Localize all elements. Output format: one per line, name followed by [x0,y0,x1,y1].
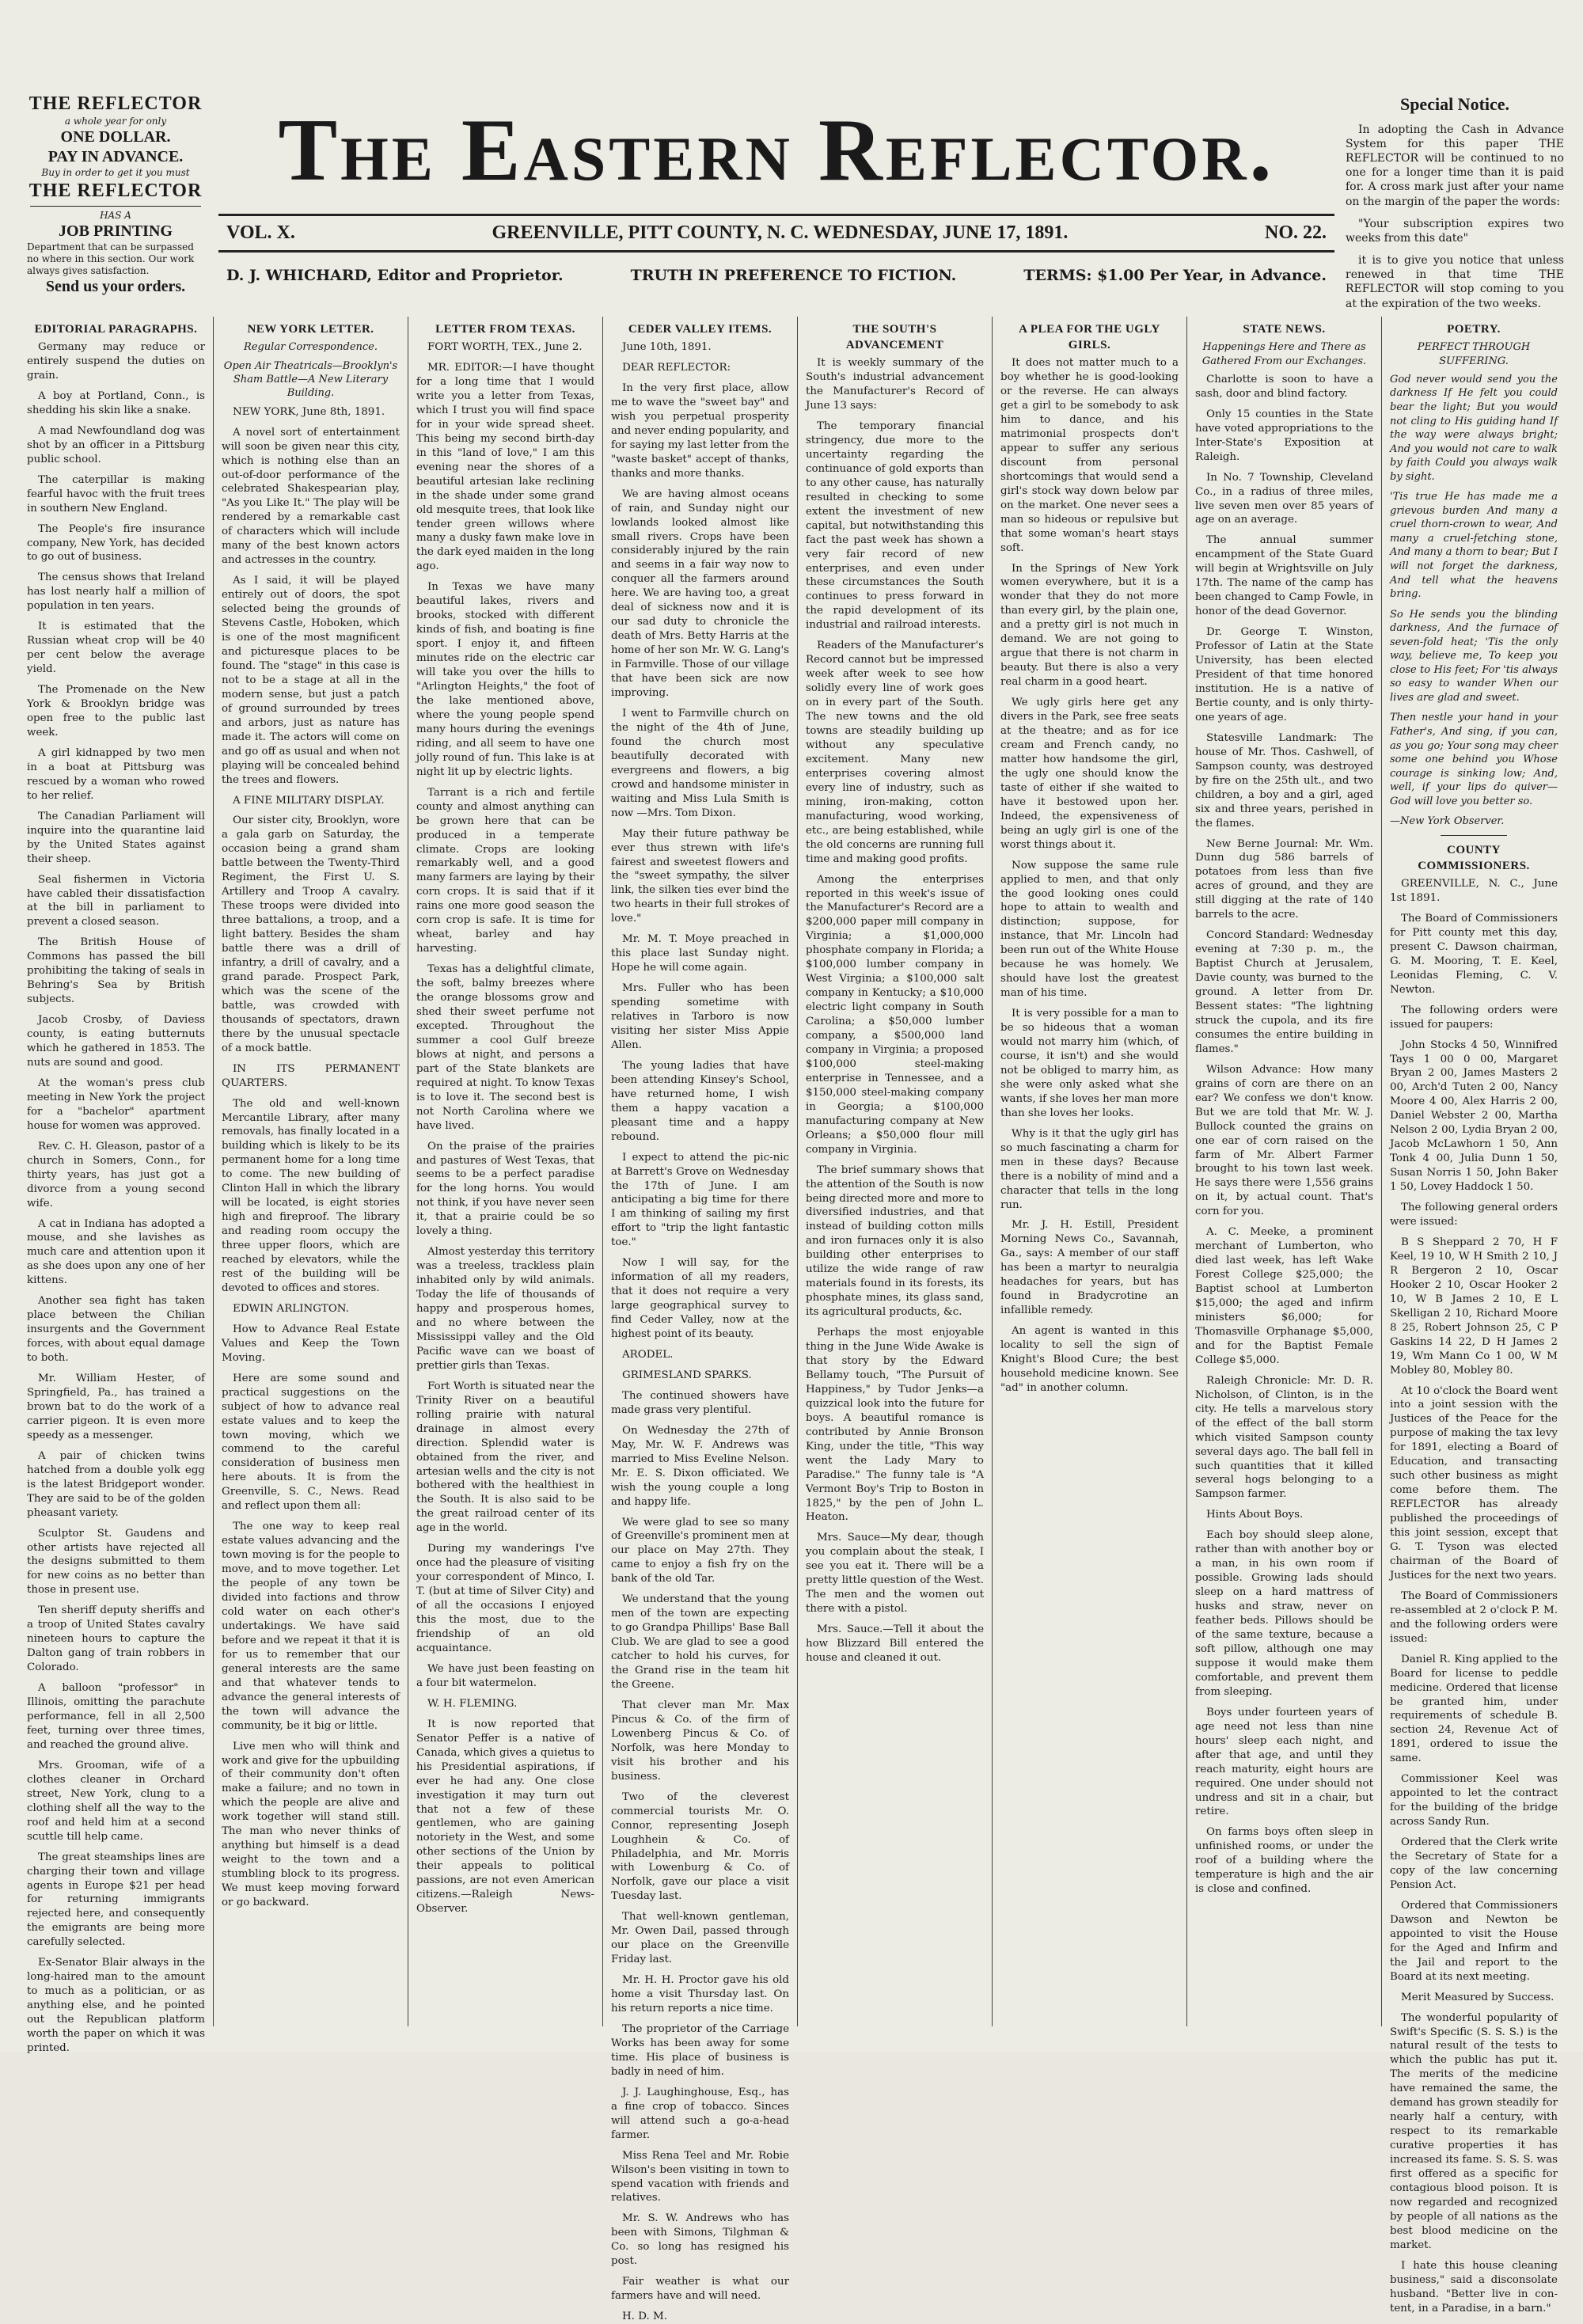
article-paragraph: The Canadian Parliament will inquire into the quarantine laid by the United States against their sheep. [27,810,205,865]
special-notice-heading: Special Notice. [1399,94,1510,114]
article-paragraph: It does not matter much to a boy whether he is good-looking or the reverse. He can always get a girl to be somebody to ask him to dance, and his matrimonial prospects don't appear to suffer any serious discount from personal shortcomings that would send a girl's stock way down below par on the market. One never sees a man so hideous or repulsive but that some woman's heart stays soft. [1000,357,1179,554]
article-paragraph: Mrs. Sauce—My dear, though you complain about the steak, I see you eat it. There will be a pretty little question of the West. The men and the women out there with a pistol. [806,1532,984,1616]
article-paragraph: Perhaps the most enjoyable thing in the June Wide Awake is that story by the Edward Bellamy touch, "The Pursuit of Happiness," by Tudor Jenks—a quizzical look into the future for boys. A beautiful romance is contributed by Annie Bronson King, under the title, "This way went the Lady Mary to Paradise." The funny tale is "A Vermont Boy's Trip to Boston in 1825," by the pen of John L. Heaton. [806,1327,984,1524]
article-paragraph: The young ladies that have been attending Kinsey's School, have returned home, I wish them a happy vacation a pleasant time and a happy rebound. [611,1059,789,1143]
article-paragraph: It is estimated that the Russian wheat crop will be 40 per cent below the average yield. [27,621,205,676]
column-subheading: Open Air Theatricals—Brooklyn's Sham Battle—A New Literary Building. [223,359,398,400]
article-paragraph: The wonderful popularity of Swift's Specific (S. S. S.) is the natural result of the tests to which the public has put it. The merits of the medicine have remained the same, the demand has grown steadily for nearly half a century, with respect to its remarkable curative properties it has increased its fame. S. S. S. was first offered as a specific for contagious blood poison. It is now regarded and recognized by people of all nations as the best blood medicine on the market. [1390,2011,1558,2251]
place-date: GREENVILLE, PITT COUNTY, N. C. WEDNESDAY, JUNE 17, 1891. [492,222,1069,243]
terms-value: $1.00 Per Year, in Advance. [1097,267,1327,284]
article-paragraph: Commissioner Keel was appointed to let the contract for the building of the bridge across Sandy Run. [1390,1773,1558,1828]
article-paragraph: We were glad to see so many of Greenville's prominent men at our place on May 27th. They came to enjoy a fish fry on the bank of the old Tar. [611,1516,789,1585]
ad-line: Buy in order to get it you must [41,167,190,178]
article-paragraph: I hate this house cleaning business," said a disconsolate husband. "Better live in con-tent, in a Paradise, in a barn." [1390,2259,1558,2315]
notice-paragraph: In adopting the Cash in Advance System for this paper THE REFLECTOR will be continued to no one for a longer time than it is paid for. A cross mark just after your name on the margin of the paper the words: [1346,123,1564,208]
article-paragraph: A cat in Indiana has adopted a mouse, and she lavishes as much care and attention upon it as she does upon any one of her kittens. [27,1217,205,1287]
article-paragraph: Mr. H. H. Proctor gave his old home a visit Thursday last. On his return reports a nice time. [611,1974,789,2015]
article-paragraph: Wilson Advance: How many grains of corn are there on an ear? We confess we don't know. But we are told that Mr. W. J. Bullock counted the grains on one ear of corn raised on the farm of Mr. Albert Farmer brought to his town last week. He says there were 1,556 grains on it, by actual count. That's corn for you. [1195,1063,1373,1218]
column-heading: A PLEA FOR THE UGLY GIRLS. [1019,323,1160,352]
article-paragraph: Raleigh Chronicle: Mr. D. R. Nicholson, of Clinton, is in the city. He tells a marvelous story of the effect of the ball storm which visited Sampson county several days ago. The ball fell in such quantities that it killed several hogs belonging to a Sampson farmer. [1195,1374,1373,1501]
article-columns [19,317,1567,2323]
article-paragraph: In the Springs of New York women everywhere, but it is a wonder that they do not more than every girl, by the plain one, and a pretty girl is not much in demand. We are not going to argue that there is not charm in beauty. But there is also a very real charm in a good heart. [1000,562,1179,689]
article-paragraph: FORT WORTH, TEX., June 2. [427,341,583,354]
article-paragraph: Each boy should sleep alone, rather than with another boy or a man, in his own room if possible. Growing lads should sleep on a hard mattress of husks and straw, never on feather beds. Pillows should be of the same texture, because a soft pillow, although one may suppose it would make them comfortable, and prevent them from sleeping. [1195,1529,1373,1698]
article-paragraph: Concord Standard: Wednesday evening at 7:30 p. m., the Baptist Church at Jerusalem, Davie county, was burned to the ground. A letter from Dr. Bessent states: "The lightning struck the cupola, and its fire consumes the entire building in flames." [1195,929,1373,1055]
newspaper-title: The Eastern Reflector. [278,101,1275,199]
ad-title: THE REFLECTOR [28,93,203,114]
article-paragraph: An agent is wanted in this locality to sell the sign of Knight's Blood Cure; the best household medicine known. See "ad" in another column. [1000,1325,1179,1394]
article-paragraph: A balloon "professor" in Illinois, omitting the parachute performance, fell in all 2,500 feet, turning over three times, and reached the ground alive. [27,1682,205,1751]
article-paragraph: Charlotte is soon to have a sash, door and blind factory. [1195,373,1373,400]
column-heading: STATE NEWS. [1243,323,1326,336]
ad-call-to-action: Send us your orders. [45,278,186,295]
article-paragraph: IN ITS PERMANENT QUARTERS. [222,1062,400,1089]
article-paragraph: In No. 7 Township, Cleveland Co., in a radius of three miles, live seven men over 85 years of age on an average. [1195,471,1373,526]
ad-title: THE REFLECTOR [28,180,203,201]
article-paragraph: Dr. George T. Winston, Professor of Latin at the State University, has been elected President of that time honored institution. He is a native of Bertie county, and is only thirty-one years of age. [1195,626,1373,723]
article-paragraph: The caterpillar is making fearful havoc with the fruit trees in southern New England. [27,473,205,515]
article-paragraph: Mrs. Sauce.—Tell it about the how Blizzard Bill entered the house and cleaned it out. [806,1623,984,1665]
article-paragraph: It is very possible for a man to be so hideous that a woman would not marry him (which, of course, it isn't) and she would not be obliged to marry him, as she were only asked what she wants, if she loves her man more than she loves her looks. [1000,1008,1179,1119]
article-paragraph: I expect to attend the pic-nic at Barrett's Grove on Wednesday the 17th of June. I am anticipating a big time for there I am thinking of sailing my first effort to "trip the light fantastic toe." [611,1151,789,1249]
article-paragraph: MR. EDITOR:—I have thought for a long time that I would write you a letter from Texas, which I trust you will find space for in your wide spread sheet. This being my second birth-day in this "land of love," I am this evening near the shores of a beautiful artesian lake reclining in the shade under some grand old mesquite trees, that look like tender green willows where many a dusky fawn make love in the dark eyed maiden in the long ago. [416,362,594,573]
column-south-advancement [798,317,993,2026]
column-heading: COUNTY COMMISSIONERS. [1418,843,1530,872]
article-paragraph: Mr. S. W. Andrews who has been with Simons, Tilghman & Co. so long has resigned his post. [611,2212,789,2268]
issue-number: NO. 22. [1265,222,1327,243]
article-paragraph: Ordered that the Clerk write the Secretary of State for a copy of the law concerning Pension Act. [1390,1836,1558,1891]
article-paragraph: NEW YORK, June 8th, 1891. [233,405,385,418]
article-paragraph: We have just been feasting on a four bit watermelon. [416,1662,594,1689]
article-paragraph: GREENVILLE, N. C., June 1st 1891. [1390,878,1558,904]
poem-stanza: God never would send you the darkness If He felt you could bear the light; But you would not cling to His guiding hand If the way were always bright; And you would not care to walk by faith Could you always walk by sight. [1390,373,1558,483]
article-paragraph: Boys under fourteen years of age need not less than nine hours' sleep each night, and after that age, and until they reach maturity, eight hours are required. One under should not undress and sit in a chair, but retire. [1195,1706,1373,1818]
article-paragraph: June 10th, 1891. [622,341,712,354]
editor-name: D. J. WHICHARD, Editor and Proprietor. [226,267,564,284]
column-heading: CEDER VALLEY ITEMS. [628,323,773,336]
column-subheading: Happenings Here and There as Gathered From our Exchanges. [1201,341,1367,367]
article-paragraph: The census shows that Ireland has lost nearly half a million of population in ten years. [27,572,205,613]
article-paragraph: A FINE MILITARY DISPLAY. [233,794,385,807]
article-paragraph: The proprietor of the Carriage Works has been away for some time. His place of business is badly in need of him. [611,2022,789,2078]
notice-paragraph: "Your subscription expires two weeks from this date" [1346,217,1564,245]
column-heading: POETRY. [1447,323,1501,336]
column-poetry-commissioners [1382,317,1566,2315]
article-paragraph: Statesville Landmark: The house of Mr. Thos. Cashwell, of Sampson county, was destroyed by fire on the 25th ult., and two children, a boy and a girl, aged six and three years, perished in the flames. [1195,731,1373,830]
article-paragraph: Why is it that the ugly girl has so much fascinating a charm for men in these days? Because there is a nobility of mind and a character that tells in the long run. [1000,1127,1179,1211]
article-paragraph: The following orders were issued for paupers: [1390,1004,1558,1031]
article-paragraph: A novel sort of entertainment will soon be given near this city, which is nothing else than an out-of-door performance of the celebrated Shakespearian play, "As you Like It." The play will be rendered by a remarkable cast of characters which will include many of the best known actors and actresses in the country. [222,426,400,567]
article-paragraph: That clever man Mr. Max Pincus & Co. of the firm of Lowenberg Pincus & Co. of Norfolk, was here Monday to visit his brother and his business. [611,1699,789,1783]
article-paragraph: Sculptor St. Gaudens and other artists have rejected all the designs submitted to them for new coins as no better than those in present use. [27,1527,205,1597]
column-heading: NEW YORK LETTER. [247,323,374,336]
article-paragraph: Rev. C. H. Gleason, pastor of a church in Somers, Conn., for thirty years, has just got a divorce from a young second wife. [27,1140,205,1209]
poem [1390,373,1558,829]
article-paragraph: Here are some sound and practical suggestions on the subject of how to advance real estate values and to keep the town moving, which we commend to the careful consideration of business men here abouts. It is from the Greenville, S. C., News. Read and reflect upon them all: [222,1372,400,1513]
notice-paragraph: it is to give you notice that unless renewed in that time THE REFLECTOR will stop coming to you at the expiration of the two weeks. [1346,254,1564,310]
ad-job-printing: JOB PRINTING [59,222,173,240]
article-paragraph: W. H. FLEMING. [427,1697,518,1710]
article-paragraph: Only 15 counties in the State have voted appropriations to the Inter-State's Exposition at Raleigh. [1195,408,1373,463]
article-paragraph: During my wanderings I've once had the pleasure of visiting your correspondent of Minco, I. T. (but at time of Silver City) and of all the occasions I enjoyed this the most, due to the friendship of an old acquaintance. [416,1543,594,1654]
article-paragraph: The Promenade on the New York & Brooklyn bridge was open free to the public last week. [27,684,205,739]
article-paragraph: The temporary financial stringency, due more to the uncertainty regarding the continuance of gold exports than to any other cause, has naturally resulted in checking to some extent the investment of new capital, but notwithstanding this fact the past week has shown a very fair record of new enterprises, and even under these circumstances the South continues to press forward in the rapid development of its industrial and railroad interests. [806,420,984,632]
article-paragraph: It is now reported that Senator Peffer is a native of Canada, which gives a quietus to his Presidential aspirations, if ever he had any. One close investigation it may turn out that not a few of these gentlemen, who are gaining notoriety in the West, and some other sections of the Union by their appeals to political passions, are not even American citizens.—Raleigh News-Observer. [416,1718,594,1916]
reflector-subscription-ad [22,92,209,297]
article-paragraph: The continued showers have made grass very plentiful. [611,1389,789,1416]
article-paragraph: Jacob Crosby, of Daviess county, is eating butternuts which he gathered in 1853. The nuts are sound and good. [27,1014,205,1069]
article-paragraph: The brief summary shows that the attention of the South is now being directed more and more to diversified industries, and that instead of building cotton mills and iron furnaces only it is also building other enterprises to utilize the wide range of raw materials found in its forests, its phosphate mines, its glass sand, its agricultural products, &c. [806,1164,984,1319]
article-paragraph: Merit Measured by Success. [1401,1991,1555,2003]
article-paragraph: Ordered that Commissioners Dawson and Newton be appointed to visit the House for the Aged and Infirm and the Jail and report to the Board at its next meeting. [1390,1899,1558,1983]
article-paragraph: In Texas we have many beautiful lakes, rivers and brooks, stocked with different kinds of fish, and boating is fine sport. I enjoy it, and fifteen minutes ride on the electric car will take you over the hills to "Arlington Heights," the foot of the lake mentioned above, where the young people spend many hours during the evenings riding, and all seem to have one jolly round of fun. This lake is at night lit up by electric lights. [416,581,594,778]
dateline [218,214,1334,253]
article-paragraph: Germany may reduce or entirely suspend the duties on grain. [27,341,205,382]
article-paragraph: The People's fire insurance company, New York, has decided to go out of business. [27,522,205,564]
poem-stanza: —New York Observer. [1390,815,1505,828]
article-paragraph: Almost yesterday this territory was a treeless, trackless plain inhabited only by wild animals. Today the life of thousands of happy and prosperous homes, and no where between the Mississippi valley and the Old Pacific wave can we boast of prettier girls than Texas. [416,1246,594,1372]
article-paragraph: That well-known gentleman, Mr. Owen Dail, passed through our place on the Greenville Friday last. [611,1911,789,1966]
article-paragraph: New Berne Journal: Mr. Wm. Dunn dug 586 barrels of potatoes from less than five acres of ground, and they are still digging at the rate of 140 barrels to the acre. [1195,837,1373,921]
column-heading: EDITORIAL PARAGRAPHS. [34,323,198,336]
poem-stanza: 'Tis true He has made me a grievous burden And many a cruel thorn-crown to wear, And many a cruel-fetching stone, And many a thorn to bear; But I will not forget the darkness, And tell what the heavens bring. [1390,491,1558,601]
article-paragraph: We understand that the young men of the town are expecting to go Grandpa Phillips' Base Ball Club. We are glad to see a good catcher to hold his curves, for the Grand rise in the team hit the Greene. [611,1593,789,1692]
column-plea-ugly-girls [993,317,1187,2026]
article-paragraph: Live men who will think and work and give for the upbuilding of their community don't often make a failure; and no town in which the people are alive and work together will stand still. The man who never thinks of anything but himself is a dead weight to the town and a stumbling block to its progress. We must keep moving forward or go backward. [222,1740,400,1909]
ad-line: a whole year for only [64,116,167,127]
article-paragraph: At 10 o'clock the Board went into a joint session with the Justices of the Peace for the purpose of making the tax levy for 1891, electing a Board of Education, and transacting such other business as might come before them. The REFLECTOR has already published the proceedings of this joint session, except that G. T. Tyson was elected chairman of the Board of Justices for the next two years. [1390,1384,1558,1582]
article-paragraph: Our sister city, Brooklyn, wore a gala garb on Saturday, the occasion being a grand sham battle between the Twenty-Third Regiment, the First U. S. Artillery and Troop A cavalry. These troops were divided into three battalions, a troop, and a light battery. Besides the sham battle there was a drill of infantry, a drill of cavalry, and a grand parade. Prospect Park, which was the scene of the battle, was crowded with thousands of spectators, drawn there by the unusual spectacle of a mock battle. [222,815,400,1054]
article-paragraph: The Board of Commissioners re-assembled at 2 o'clock P. M. and the following orders were issued: [1390,1589,1558,1645]
article-paragraph: The old and well-known Mercantile Library, after many removals, has finally located in a building which is likely to be its permanent home for a long time to come. The new building of Clinton Hall in which the library will be located, is eight stories high and fireproof. The library and reading room occupy the three upper floors, which are reached by elevators, while the rest of the building will be devoted to offices and stores. [222,1097,400,1294]
article-paragraph: It is weekly summary of the South's industrial advancement the Manufacturer's Record of June 13 says: [806,357,984,412]
article-paragraph: Tarrant is a rich and fertile county and almost anything can be grown here that can be produced in a temperate climate. Crops are looking remarkably well, and a good many farmers are laying by their corn crops. It is said that if it rains one more good season the corn crop is safe. It is time for wheat, barley and hay harvesting. [416,786,594,955]
poem-stanza: So He sends you the blinding darkness, And the furnace of seven-fold heat; 'Tis the only way, believe me, To keep you close to His feet; For 'tis always so easy to wander When our lives are glad and sweet. [1390,608,1558,704]
column-editorial-paragraphs [19,317,214,2054]
article-paragraph: Ex-Senator Blair always in the long-haired man to the amount to much as a politician, or as anything else, and he pointed out the Republican platform worth the paper on which it was printed. [27,1957,205,2054]
article-paragraph: On the praise of the prairies and pastures of West Texas, that seems to be a perfect paradise for the long horns. You would not think, if you have never seen it, that a prairie could be so lovely a thing. [416,1140,594,1238]
article-paragraph: Daniel R. King applied to the Board for license to peddle medicine. Ordered that license be granted him, under requirements of schedule B. section 24, Revenue Act of 1891, ordered to issue the same. [1390,1653,1558,1765]
article-paragraph: ARODEL. [622,1349,674,1361]
column-heading: THE SOUTH'S ADVANCEMENT [845,323,944,352]
poem-title: PERFECT THROUGH SUFFERING. [1417,341,1531,367]
article-paragraph: Miss Rena Teel and Mr. Robie Wilson's been visiting in town to spend vacation with friends and relatives. [611,2149,789,2204]
ad-pay-note: PAY IN ADVANCE. [47,148,184,165]
article-paragraph: Another sea fight has taken place between the Chilian insurgents and the Government forces, with about equal damage to both. [27,1295,205,1365]
article-paragraph: The following general orders were issued: [1390,1202,1558,1228]
article-paragraph: Mr. William Hester, of Springfield, Pa., has trained a brown bat to do the work of a carrier pigeon. It is even more speedy as a messenger. [27,1373,205,1441]
article-paragraph: EDWIN ARLINGTON. [233,1302,349,1315]
article-paragraph: The one way to keep real estate values advancing and the town moving is for the people to move, and to move together. Let the people of any town be divided into factions and throw cold water on each other's undertakings. We have said before and we repeat it that it is for us to remember that our general interests are the same and that whatever tends to advance the general interests of the town will advance the community, be it big or little. [222,1521,400,1732]
article-paragraph: Among the enterprises reported in this week's issue of the Manufacturer's Record are a $200,000 paper mill company in Virginia; a $1,000,000 phosphate company in Florida; a $100,000 lumber company in West Virginia; a $100,000 salt company in Kentucky; a $10,000 electric light company in South Carolina; a $50,000 lumber company, a $500,000 land company in Virginia; a proposed $100,000 steel-making enterprise in Tennessee, and a $150,000 steel-making company in Georgia; a $100,000 manufacturing company at New Orleans; a $50,000 flour mill company in Virginia. [806,873,984,1156]
article-paragraph: At the woman's press club meeting in New York the project for a "bachelor" apartment house for women was approved. [27,1077,205,1132]
article-paragraph: Mr. M. T. Moye preached in this place last Sunday night. Hope he will come again. [611,933,789,974]
article-paragraph: On farms boys often sleep in unfinished rooms, or under the roof of a building where the temperature is high and the air is close and confined. [1195,1826,1373,1896]
article-paragraph: The great steamships lines are charging their town and village agents in Europe $21 per head for returning immigrants rejected here, and consequently the emigrants are being more carefully selected. [27,1851,205,1949]
article-paragraph: Mrs. Fuller who has been spending sometime with relatives in Tarboro is now visiting her sister Miss Appie Allen. [611,982,789,1051]
article-paragraph: Seal fishermen in Victoria have cabled their dissatisfaction at the bill in parliament to prevent a closed season. [27,873,205,928]
article-paragraph: Fort Worth is situated near the Trinity River on a beautiful rolling prairie with natural drainage in almost every direction. Splendid water is obtained from the river, and artesian wells and the city is not bothered with the healthiest in the South. It is also said to be the great railroad center of its age in the world. [416,1380,594,1535]
ad-rule [30,206,201,207]
article-paragraph: We ugly girls here get any divers in the Park, see free seats at the theatre; and as for ice cream and French candy, no matter how handsome the girl, the ugly one should know the taste of either if she waited to have it bestowed upon her. Indeed, the expensiveness of being an ugly girl is one of the worst things about it. [1000,697,1179,851]
terms [1023,267,1327,284]
column-ceder-valley-items [603,317,798,2323]
article-paragraph: Now I will say, for the information of all my readers, that it does not require a very large geographical survey to find Ceder Valley, now at the highest point of its beauty. [611,1257,789,1341]
article-paragraph: A boy at Portland, Conn., is shedding his skin like a snake. [27,389,205,416]
article-paragraph: We are having almost oceans of rain, and Sunday night our lowlands looked almost like small rivers. Crops have been considerably injured by the rain and seems in a fair way now to conquer all the farmers around here. We are having too, a great deal of sickness now and it is our sad duty to chronicle the death of Mrs. Betty Harris at the home of her son Mr. W. G. Lang's in Farmville. Those of our village that have been sick are now improving. [611,488,789,700]
column-heading: LETTER FROM TEXAS. [435,323,575,336]
motto: TRUTH IN PREFERENCE TO FICTION. [630,267,957,284]
editor-line [218,262,1334,289]
article-paragraph: H. D. M. [622,2311,667,2323]
article-paragraph: Mr. J. H. Estill, President Morning News Co., Savannah, Ga., says: A member of our staff has been a martyr to neuralgia headaches for years, but has found in Bradycrotine an infallible remedy. [1000,1219,1179,1317]
article-paragraph: The annual summer encampment of the State Guard will begin at Wrightsville on July 17th. The name of the camp has been changed to Camp Fowle, in honor of the dead Governor. [1195,534,1373,618]
article-paragraph: DEAR REFLECTOR: [622,362,731,374]
article-paragraph: How to Advance Real Estate Values and Keep the Town Moving. [222,1323,400,1364]
article-paragraph: John Stocks 4 50, Winnifred Tays 1 00 0 00, Margaret Bryan 2 00, James Masters 2 00, Arch'd Tuten 2 00, Nancy Moore 4 00, Alex Harris 2 00, Daniel Webster 2 00, Martha Nelson 2 00, Lydia Bryan 2 00, Jacob McLawhorn 1 50, Ann Tonk 4 00, Julia Dunn 1 50, Susan Norris 1 50, John Baker 1 50, Lovey Haddock 1 50. [1390,1039,1558,1194]
article-paragraph: Two of the cleverest commercial tourists Mr. O. Connor, representing Joseph Loughhein & Co. of Philadelphia, and Mr. Morris with Lowenburg & Co. of Norfolk, gave our place a visit Tuesday last. [611,1790,789,1903]
column-new-york-letter [214,317,408,2026]
column-separator [1441,835,1508,836]
article-paragraph: A pair of chicken twins hatched from a double yolk egg is the latest Bridgeport wonder. They are said to be of the golden pheasant variety. [27,1449,205,1519]
article-paragraph: A. C. Meeke, a prominent merchant of Lumberton, who died last week, has left Wake Forest College $25,000; the Baptist school at Lumberton $15,000; the aged and infirm ministers $6,000; for Thomasville Orphanage $5,000, and for the Baptist Female College $5,000. [1195,1226,1373,1366]
poem-stanza: Then nestle your hand in your Father's, And sing, if you can, as you go; Your song may cheer some one behind you Whose courage is sinking low; And, well, if your lips do quiver— God will love you better so. [1390,712,1558,807]
article-paragraph: A mad Newfoundland dog was shot by an officer in a Pittsburg public school. [27,424,205,465]
terms-label: TERMS: [1023,267,1092,284]
volume: VOL. X. [226,222,295,243]
article-paragraph: J. J. Laughinghouse, Esq., has a fine crop of tobacco. Sinces will attend such a go-a-head farmer. [611,2086,789,2141]
article-paragraph: Texas has a delightful climate, the soft, balmy breezes where the orange blossoms grow and shed their sweet perfume not excepted. Throughout the summer a cool Gulf breeze blows at night, and persons a part of the State blankets are required at night. To know Texas is to love it. The second best is not North Carolina where we have lived. [416,963,594,1132]
article-paragraph: B S Sheppard 2 70, H F Keel, 19 10, W H Smith 2 10, J R Bergeron 2 10, Oscar Hooker 2 10, Oscar Hooker 2 10, W B James 2 10, E L Skelligan 2 10, Richard Moore 8 25, Robert Johnson 25, C P Gaskins 14 22, D H James 2 19, Wm Mann Co 1 00, W M Mobley 80, Mobley 80. [1390,1236,1558,1377]
article-paragraph: On Wednesday the 27th of May, Mr. W. F. Andrews was married to Miss Eveline Nelson. Mr. E. S. Dixon officiated. We wish the young couple a long and happy life. [611,1424,789,1508]
article-paragraph: The British House of Commons has passed the bill prohibiting the taking of seals in Behring's Sea by British subjects. [27,936,205,1006]
article-paragraph: Mrs. Grooman, wife of a clothes cleaner in Orchard street, New York, clung to a clothing shelf all the way to the roof and held him at a second scuttle till help came. [27,1759,205,1843]
article-paragraph: GRIMESLAND SPARKS. [622,1369,752,1381]
article-paragraph: Now suppose the same rule applied to men, and that only the good looking ones could hope to attain to wealth and distinction; suppose, for instance, that Mr. Lincoln had been run out of the White House because he was homely. We should have lost the greatest man of his time. [1000,859,1179,1000]
article-paragraph: Fair weather is what our farmers have and will need. [611,2276,789,2303]
special-notice [1346,92,1564,319]
article-paragraph: A girl kidnapped by two men in a boat at Pittsburg was rescued by a woman who rowed to her relief. [27,746,205,802]
column-letter-from-texas [408,317,603,2026]
masthead [218,92,1334,321]
column-state-news [1187,317,1382,2026]
article-paragraph: I went to Farmville church on the night of the 4th of June, found the church most beautifully decorated with evergreens and flowers, a big crowd and handsome minister in waiting and Miss Lula Smith is now —Mrs. Tom Dixon. [611,707,789,819]
ad-line: HAS A [100,210,131,221]
article-paragraph: Readers of the Manufacturer's Record cannot but be impressed week after week to see how solidly every line of work goes on in every part of the South. The new towns and the old towns are steadily building up without any speculative excitement. Many new enterprises covering almost every line of industry, such as mining, iron-making, cotton manufacturing, wood working, etc., are being established, while the old concerns are running full time and making good profits. [806,640,984,865]
article-paragraph: In the very first place, allow me to wave the "sweet bay" and wish you perpetual prosperity and never ending popularity, and for saying my last letter from the "waste basket" accept of thanks, thanks and more thanks. [611,382,789,480]
column-subheading: Regular Correspondence. [243,341,378,354]
ad-description: Department that can be surpassed no where in this section. Our work always gives satisfaction. [27,241,195,276]
article-paragraph: The Board of Commissioners for Pitt county met this day, present C. Dawson chairman, G. M. Mooring, T. E. Keel, Leonidas Fleming, C. V. Newton. [1390,912,1558,996]
ad-price: ONE DOLLAR. [60,128,171,146]
article-paragraph: Ten sheriff deputy sheriffs and a troop of United States cavalry nineteen hours to capture the Dalton gang of train robbers in Colorado. [27,1604,205,1674]
article-paragraph: As I said, it will be played entirely out of doors, the spot selected being the grounds of Stevens Castle, Hoboken, which is one of the most magnificent and picturesque places to be found. The "stage" in this case is not to be a stage at all in the modern sense, but just a patch of ground surrounded by trees and arbors, just as nature has made it. The actors will come on and go off as usual and when not playing will be concealed behind the trees and flowers. [222,575,400,786]
article-paragraph: May their future pathway be ever thus strewn with life's fairest and sweetest flowers and the "sweet sympathy, the silver link, the silken ties ever bind the two hearts in their full strokes of love." [611,827,789,925]
article-paragraph: Hints About Boys. [1206,1509,1304,1521]
